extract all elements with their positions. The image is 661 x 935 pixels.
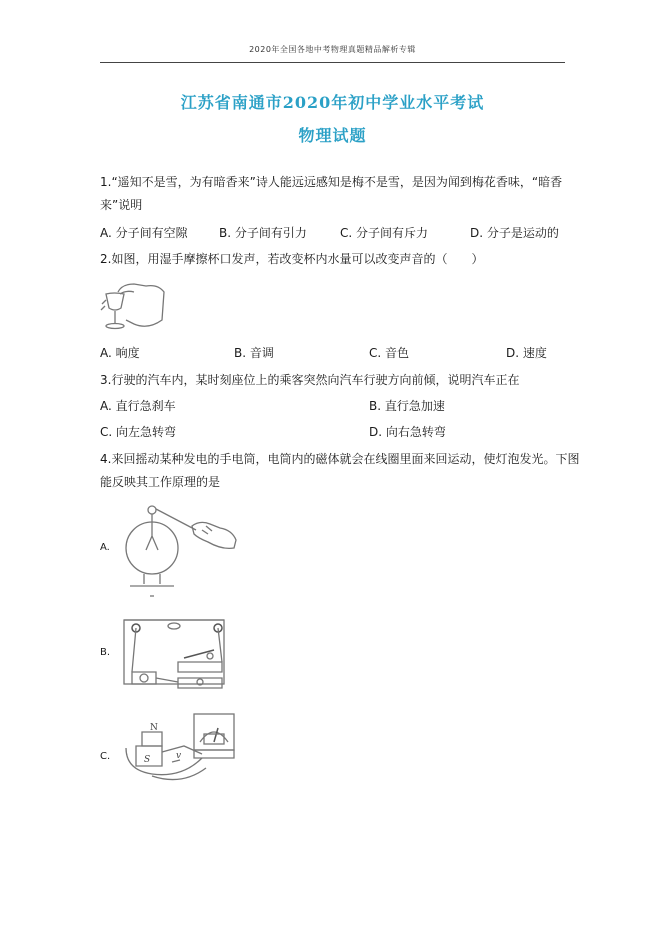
electroscope-figure [122, 496, 242, 600]
q2-option-a: A. 响度 [100, 346, 140, 360]
magnet-s-label: S [144, 755, 151, 765]
q2-option-d: D. 速度 [506, 346, 547, 360]
q3-option-d: D. 向右急转弯 [369, 425, 446, 439]
exam-subtitle: 物理试题 [298, 126, 367, 145]
q2-stem-line-1: 2.如图，用湿手摩擦杯口发声，若改变杯内水量可以改变声音的（ ） [100, 252, 484, 266]
q4-stem-line-2: 能反映其工作原理的是 [100, 475, 221, 489]
q3-option-a: A. 直行急刹车 [100, 399, 176, 413]
q4-figure-label-a: A. [100, 542, 110, 553]
velocity-label: v [176, 751, 182, 761]
page-header: 2020年全国各地中考物理真题精品解析专辑 [249, 45, 416, 54]
magnet-n-label: N [150, 723, 158, 733]
q4-stem-line-1: 4.来回摇动某种发电的手电筒，电筒内的磁体就会在线圈里面来回运动，使灯泡发光。下图 [100, 452, 580, 466]
q3-option-b: B. 直行急加速 [369, 399, 445, 413]
q1-option-c: C. 分子间有斥力 [340, 226, 429, 240]
q4-figure-label-b: B. [100, 647, 111, 658]
q2-option-c: C. 音色 [369, 346, 410, 360]
q1-option-a: A. 分子间有空隙 [100, 226, 188, 240]
q1-stem-line-2: 来”说明 [100, 198, 143, 212]
q4-figure-label-c: C. [100, 751, 111, 762]
wet-finger-glass-figure [100, 280, 168, 336]
exam-title: 江苏省南通市2020年初中学业水平考试 [180, 93, 485, 112]
q3-option-c: C. 向左急转弯 [100, 425, 177, 439]
header-rule [100, 62, 565, 63]
q3-stem-line-1: 3.行驶的汽车内，某时刻座位上的乘客突然向汽车行驶方向前倾，说明汽车正在 [100, 373, 520, 387]
q1-stem-line-1: 1.“遥知不是雪，为有暗香来”诗人能远远感知是梅不是雪，是因为闻到梅花香味，“暗香 [100, 175, 563, 189]
galvanometer-figure [122, 710, 242, 794]
q1-option-b: B. 分子间有引力 [219, 226, 307, 240]
q2-option-b: B. 音调 [234, 346, 274, 360]
circuit-figure [118, 612, 230, 696]
q1-option-d: D. 分子是运动的 [470, 226, 559, 240]
